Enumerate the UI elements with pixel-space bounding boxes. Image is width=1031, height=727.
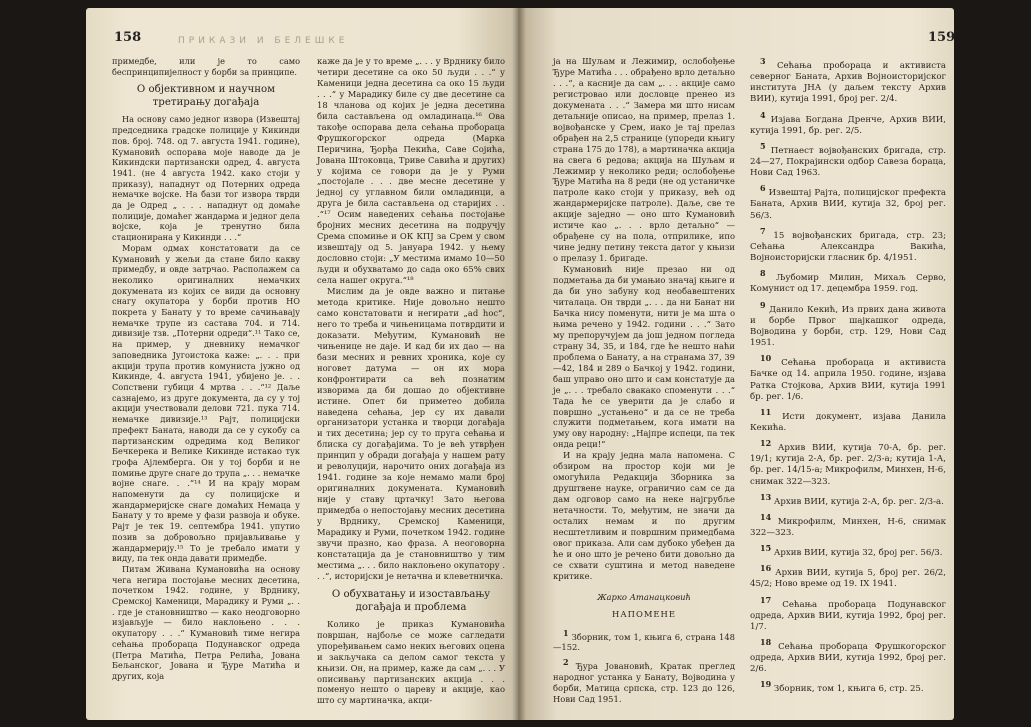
footnote-text: Петнаест војвођанских бригада, стр. 24—27, Покрајински одбор Савеза бораца, Нови Сад 1963. <box>750 145 947 179</box>
paragraph: На основу само једног извора (Извештај председника градске полиције у Кикинди пов. број. 748. од 7. августа 1941. године), Кумановић оспорава моје наводе да је Кикиндски партизански одред, 4. августа 1941. (не 4 августа 1942. како стоји у приказу), нападнут од Потерних одреда немачке војске. На бази тог извора тврди да је Одред „ . . . нападнут од домаће полиције, домаћег жандарма и једног дела војске, која је тренутно била стационирана у Кикинди . . .“ <box>112 114 300 243</box>
footnote-text: Исти документ, изјава Данила Кекића. <box>750 411 946 434</box>
author-signature: Жарко Атанацковић <box>597 591 691 602</box>
right-page-column-1 <box>553 56 735 709</box>
footnote-8: 8 Љубомир Милин, Михаљ Серво, Комунист од 17. децембра 1959. год. <box>750 268 947 295</box>
footnote-text: Сећања пробораца Фрушкогорског одреда, Архив ВИИ, кутија 1992, број рег. 2/6. <box>750 641 947 675</box>
footnote-text: Архив ВИИ, кутија 70-А, бр. рег. 19/1; кутија 2-А, бр. рег. 2/3-а; кутија 1-А, бр. рег. 14/15-а; Микрофилм, Минхен, Н-6, снимак 322—323. <box>750 443 946 487</box>
paragraph: ја на Шуљам и Лежимир, ослобођење Ђуре Матића . . . обрађено врло детаљно . . .“, а касније да сам „. . . акције само регистровао или дословце пренео из докумената . . .“ Замера ми што нисам детаљније описао, на пример, прелаз 1. војвођанске у Срем, иако је тај прелаз обрађен на 2,5 странице (упореди књигу страна 175 до 178), а мартиначка акција на свега 6 редова; акција на Шуљам и Лежимир у неколико реди; ослобођење Ђуре Матића на 8 реди (не од устаничке патроле како стоји у приказу, већ од жандармеријске патроле). Даље, све те акције заједно — оно што Кумановић истиче као „. . . врло детаљно“ — обрађене су на пола, отприлике, ипо чине једну петину текста датог у књизи о прелазу 1. бригаде. <box>553 56 735 264</box>
paragraph: Мислим да је овде важно и питање метода критике. Није довољно нешто само констатовати и негирати „ad hoc“, него то треба и чињеницама потврдити и доказати. Међутим, Кумановић не чињенице не даје. И кад би их дао — на бази месних и ревних хроника, које су ноговет датума — он их мора конфронтирати са већ познатим изворима да би дошао до објективне истине. Опет би приметео добила наведена сећања, јер су их давали организатори устанка и творци догађаја и тих десетина; јер су то пруга сећања и блиска су догађајима. То је већ утврђен принцип у обради догађаја у нашем рату и револуцији, нарочито оних догађаја из 1941. године за које немамо мали број оригиналних докумената. Кумановић није у ставу цртачку! Зато његова примедба о непостојању месних десетина у Врднику, Сремској Каменици, Марадику и Руми, почетком 1942. године звучи празно, као фраза. А неоговорна констатација да је становништво у тим местима „. . . било наклоњено окупатору . . .“, историјски је нетачна и клеветничка. <box>317 286 505 581</box>
footnote-text: Извештај Рајта, полицијског префекта Баната, Архив ВИИ, кутија 32, број рег. 56/3. <box>750 188 946 221</box>
footnote-text: Сећања пробораца и активиста Бачке од 14. априла 1950. године, изјава Ратка Стојкова, Архив ВИИ, кутија 1991 бр. рег. 1/6. <box>750 358 946 402</box>
right-page-column-2 <box>750 56 946 700</box>
footnote-19: 19 Зборник, том 1, књига 6, стр. 25. <box>760 679 924 695</box>
footnote-text: Архив ВИИ, кутија 32, број рег. 56/3. <box>773 548 943 559</box>
paragraph: примедбе, или је то само беспринципијелност у борби за принципе. <box>112 56 300 77</box>
footnote-text: Архив ВИИ, кутија 2-А, бр. рег. 2/3-а. <box>773 496 944 507</box>
footnote-16: 16 Архив ВИИ, кутија 5, број рег. 26/2, 45/2; Ново време од 19. IX 1941. <box>750 563 947 590</box>
footnote-text: Сећања пробораца Подунавског одреда, Архив ВИИ, кутија 1992, број рег. 1/7. <box>750 599 946 632</box>
footnote-11: 11 Исти документ, изјава Данила Кекића. <box>750 406 946 434</box>
footnote-text: Изјава Богдана Дренче, Архив ВИИ, кутија 1991, бр. рег. 2/5. <box>750 114 947 136</box>
footnote-10: 10 Сећања пробораца и активиста Бачке од 14. априла 1950. године, изјава Ратка Стојкова, Архив ВИИ, кутија 1991 бр. рег. 1/6. <box>750 353 946 402</box>
footnote-4: 4 Изјава Богдана Дренче, Архив ВИИ, кутија 1991, бр. рег. 2/5. <box>750 109 947 136</box>
paragraph: Морам одмах констатовати да се Кумановић у жељи да стане било какву примедбу, и овде затрчао. Располажем са неколико оригиналних немачких докумената из којих се види да основну снагу окупатора у борби против НО покрета у Банату у то време сачињавају немачке трупе из састава 704. и 714. дивизије тзв. „Потерни одреди“.¹¹ Тако се, на пример, у дневнику немачког заповедника Југоистока каже: „. . . при акцији трупа против комуниста јужно од Кикинде, 4. августа 1941, убијено је. . . Сопствени губици 4 мртва . . .“¹² Даље сазнајемо, из друге документа, да су у тој акцији учествовали делови 721. пука 714. немачке дивизије.¹³ Рајт, полицијски префект Баната, наводи да се у сукобу са партизанским одредима код Великог Бечкерека и Велике Кикинде истакао тук грофа Ајлемберга. Он у тој борби и не помиње друге снаге до трупа „. . . немачке војне снаге. . .“¹⁴ И на крају морам напоменути да су полицијске и жандармеријске снаге домаћих Немаца у Банату у то време у фази развоја и обуке. Рајт је тек 19. септембра 1941. упутио позив за добровољно пријављивање у жандармерију.¹⁵ То је требало имати у виду, па тек онда давати примедбе. <box>112 242 300 564</box>
footnote-18: 18 Сећања пробораца Фрушкогорског одреда, Архив ВИИ, кутија 1992, број рег. 2/6. <box>750 637 947 675</box>
paragraph: Питам Живана Кумановића на основу чега негира постојање месних десетина, почетком 1942. године, у Врднику, Сремској Каменици, Марадику и Руми „. . . где је становништво — како неодговорно изјављује — било наклоњено . . . окупатору . . .“ Кумановић тиме негира сећања пробораца Подунавског одреда (Петра Матића, Петра Релића, Јована Бељанског, Јована и Ђуре Матића и других, која <box>112 563 300 681</box>
section-heading: О обухватању и изостављању догађаја и проблема <box>331 588 491 613</box>
left-page-number: 158 <box>114 30 142 45</box>
footnote-12: 12 Архив ВИИ, кутија 70-А, бр. рег. 19/1; кутија 2-А, бр. рег. 2/3-а; кутија 1-А, бр. рег. 14/15-а; Микрофилм, Минхен, Н-6, снимак 322—323. <box>750 438 946 487</box>
footnote-7: 7 15 војвођанских бригада, стр. 23; Сећања Александра Вакића, Војноисторијски гласник бр. 4/1951. <box>750 225 947 264</box>
footnote-text: Данило Кекић, Из првих дана живота и борбе Првог шајкашког одреда, Војводина у борби, стр. 129, Нови Сад 1951. <box>750 304 947 349</box>
paragraph: И на крају једна мала напомена. С обзиром на простор који ми је омогућила Редакција Зборника за друштвене науке, ограничио сам се да дам одговор само на неке најгрубље нетачности. То, међутим, не значи да осталих немам и по другим несштетливим и површним примедбама овог приказа. Али сам дубоко убеђен да ће и оно што је речено бити довољно да се схвати суштина и метод наведене критике. <box>553 450 735 581</box>
footnote-text: Зборник, том 1, књига 6, стр. 25. <box>773 684 924 695</box>
footnote-13: 13 Архив ВИИ, кутија 2-А, бр. рег. 2/3-а. <box>760 491 944 507</box>
footnote-text: Ђура Јовановић, Кратак преглед народног устанка у Банату, Војводина у борби, Матица српска, стр. 123 до 126, Нови Сад 1951. <box>553 661 735 705</box>
section-heading: О објективном и научном третирању догађаја <box>136 84 276 109</box>
paragraph: каже да је у то време „. . . у Врднику било четири десетине са око 50 људи . . .“ у Каменици једна десетина са око 15 људи . . .“ у Марадику биле су две десетине са 18 чланова од којих је једна десетина била састављена од омладинаца.¹⁶ Ова такође оспорава дела сећања пробораца Фрушкогорског одреда (Марка Перичина, Ђорђа Пекића, Саве Сојића, Јована Штоковца, Триве Савића и других) у којима се говори да је у Руми „постојале . . . две месне десетине у једној су углавном били омладинци, а друга је била састављена од старијих . . .“¹⁷ Осим наведених сећања постојање бројних месних десетина на подручју Срема спомиње и ОК КПЈ за Срем у свом извештају од 5. јануара 1942. у њему дословно стоји: „У местима имамо 10—50 људи и обухватамо до сада око 65% свих села нашег округа.“¹⁸ <box>317 56 505 286</box>
footnote-3: 3 Сећања пробораца и активиста северног Баната, Архив Војноисторијског института ЈНА (у даљем тексту Архив ВИИ), кутија 1991, број рег. 2/4. <box>750 56 946 105</box>
footnote-1: 1 Зборник, том 1, књига 6, страна 148—152. <box>553 627 735 653</box>
footnote-14: 14 Микрофилм, Минхен, Н-6, снимак 322—323. <box>750 511 947 539</box>
footnote-text: Сећања пробораца и активиста северног Баната, Архив Војноисторијског института ЈНА (у даљем тексту Архив ВИИ), кутија 1991, број рег. 2/4. <box>750 60 946 105</box>
paragraph: Кумановић није презао ни од подметања да би умањио значај књиге и да би уно забуну код необавештених читалаца. Он тврди „. . . да ни Банат ни Бачка нису поменути, нити је ма шта о њима речено у 1942. години . . .“ Зато му препоручујем да још једном погледа страну 34, 35, и 184, где ће нешто наћи проблема о Банату, а на странама 37, 39—42, 184 и 289 о Бачкој у 1942. години, баш управо оно што и сам констатује да је „. . . требало свакако споменути . . .“ Тада ће се уверити да је слабо и површно „устањено“ и да се не треба служити подметањем, кога имати на уму ову народну: „Најпре испеци, па тек онда реци!“ <box>553 264 735 450</box>
footnote-text: Архив ВИИ, кутија 5, број рег. 26/2, 45/2; Ново време од 19. IX 1941. <box>750 568 947 590</box>
footnote-text: Зборник, том 1, књига 6, страна 148—152. <box>553 631 735 653</box>
footnote-9: 9 Данило Кекић, Из првих дана живота и борбе Првог шајкашког одреда, Војводина у борби, стр. 129, Нови Сад 1951. <box>750 299 947 349</box>
left-page-column-1 <box>112 56 300 682</box>
book-gutter <box>512 8 526 720</box>
notes-heading: НАПОМЕНЕ <box>612 608 676 619</box>
footnote-text: Љубомир Милин, Михаљ Серво, Комунист од 17. децембра 1959. год. <box>750 273 947 295</box>
left-page-column-2 <box>317 56 505 706</box>
running-head: ПРИКАЗИ И БЕЛЕШКЕ <box>178 36 349 46</box>
paragraph: Колико је приказ Кумановића површан, најбоље се може сагледати упоређивањем само неких његових оцена и закључака са делом самог текста у књизи. Он, на пример, каже да сам „. . . У описивању партизанских акција . . . поменуо нешто о цареву и акције, као што су мартиначка, акци- <box>317 618 505 706</box>
footnote-6: 6 Извештај Рајта, полицијског префекта Баната, Архив ВИИ, кутија 32, број рег. 56/3. <box>750 183 946 221</box>
footnote-15: 15 Архив ВИИ, кутија 32, број рег. 56/3. <box>760 543 943 559</box>
footnote-2: 2 Ђура Јовановић, Кратак преглед народног устанка у Банату, Војводина у борби, Матица српска, стр. 123 до 126, Нови Сад 1951. <box>553 657 735 705</box>
footnote-text: Микрофилм, Минхен, Н-6, снимак 322—323. <box>750 516 947 539</box>
footnote-text: 15 војвођанских бригада, стр. 23; Сећања Александра Вакића, Војноисторијски гласник бр. 4/1951. <box>750 230 947 264</box>
right-page-number: 159 <box>928 30 956 45</box>
footnote-5: 5 Петнаест војвођанских бригада, стр. 24—27, Покрајински одбор Савеза бораца, Нови Сад 1963. <box>750 140 947 179</box>
footnote-17: 17 Сећања пробораца Подунавског одреда, Архив ВИИ, кутија 1992, број рег. 1/7. <box>750 594 946 632</box>
